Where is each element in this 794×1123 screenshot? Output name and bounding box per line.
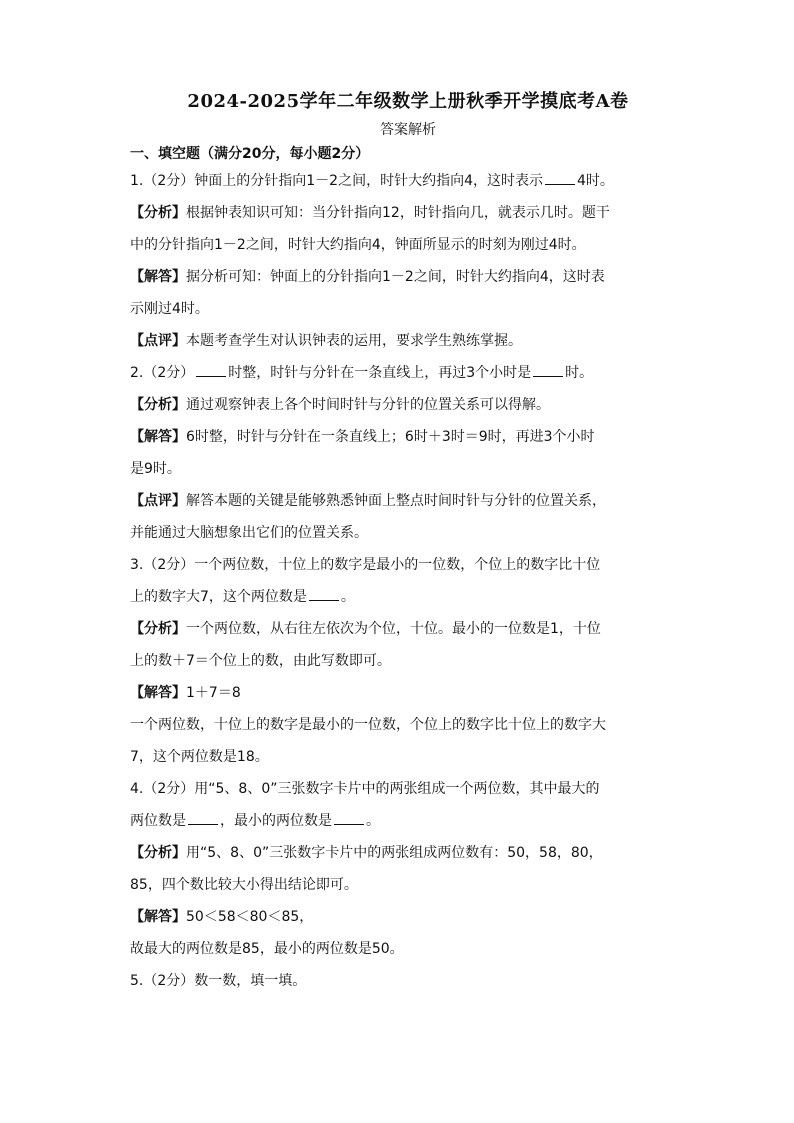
q1-stem — [130, 170, 686, 192]
analysis-tag: 【分析】 — [130, 205, 186, 221]
q4-stem-cont — [130, 810, 686, 832]
q2-comment-text-1: 解答本题的关键是能够熟悉钟面上整点时间时针与分针的位置关系， — [186, 493, 606, 509]
q3-stem: 3.（2分）一个两位数，十位上的数字是最小的一位数，个位上的数字比十位 — [130, 557, 601, 573]
q1-answer-blank — [545, 170, 575, 185]
q3-answer-text-1: 1＋7＝8 — [186, 685, 241, 701]
analysis-tag: 【分析】 — [130, 621, 186, 637]
q1-analysis-cont: 中的分针指向1－2之间，时针大约指向4，钟面所显示的时刻为刚过4时。 — [130, 237, 586, 253]
q2-answer-text-1: 6时整，时针与分针在一条直线上；6时＋3时＝9时，再进3个小时 — [186, 429, 595, 445]
q2-comment — [130, 490, 686, 512]
q2-analysis — [130, 394, 686, 416]
q2-answer-blank-2 — [533, 362, 563, 377]
comment-tag: 【点评】 — [130, 333, 186, 349]
answer-tag: 【解答】 — [130, 429, 186, 445]
q1-stem-text-a: 1.（2分）钟面上的分针指向1－2之间，时针大约指向4，这时表示 — [130, 173, 543, 189]
q3-analysis-cont: 上的数＋7＝个位上的数，由此写数即可。 — [130, 653, 391, 669]
q4-answer — [130, 906, 686, 928]
q4-analysis-cont: 85，四个数比较大小得出结论即可。 — [130, 877, 358, 893]
analysis-tag: 【分析】 — [130, 845, 186, 861]
q4-answer-blank-1 — [188, 810, 218, 825]
q4-stem: 4.（2分）用“5、8、0”三张数字卡片中的两张组成一个两位数，其中最大的 — [130, 781, 600, 797]
q1-answer — [130, 266, 686, 288]
analysis-tag: 【分析】 — [130, 397, 186, 413]
answer-tag: 【解答】 — [130, 269, 186, 285]
q3-stem-cont — [130, 586, 686, 608]
q2-comment-cont: 并能通过大脑想象出它们的位置关系。 — [130, 525, 368, 541]
q4-analysis-text-1: 用“5、8、0”三张数字卡片中的两张组成两位数有：50，58，80， — [186, 845, 603, 861]
answer-tag: 【解答】 — [130, 909, 186, 925]
section-heading: 一、填空题（满分20分，每小题2分） — [130, 146, 370, 162]
q3-analysis — [130, 618, 686, 640]
q4-stem-text-a: 两位数是 — [130, 813, 186, 829]
q4-analysis — [130, 842, 686, 864]
q1-stem-text-b: 4时。 — [577, 173, 614, 189]
q4-answer-line-2: 故最大的两位数是85，最小的两位数是50。 — [130, 941, 404, 957]
q1-comment-text: 本题考查学生对认识钟表的运用，要求学生熟练掌握。 — [186, 333, 522, 349]
page-title: 2024-2025学年二年级数学上册秋季开学摸底考A卷 — [187, 91, 629, 112]
q2-analysis-text: 通过观察钟表上各个时间时针与分针的位置关系可以得解。 — [186, 397, 550, 413]
q3-analysis-text-1: 一个两位数，从右往左依次为个位，十位。最小的一位数是1，十位 — [186, 621, 601, 637]
q1-analysis — [130, 202, 686, 224]
q4-answer-blank-2 — [334, 810, 364, 825]
q3-stem-text-b: 。 — [340, 589, 355, 605]
q3-answer — [130, 682, 686, 704]
q1-answer-text-1: 据分析可知：钟面上的分针指向1－2之间，时针大约指向4，这时表 — [186, 269, 605, 285]
q1-answer-cont: 示刚过4时。 — [130, 301, 209, 317]
q4-answer-text-1: 50＜58＜80＜85， — [186, 909, 314, 925]
q3-stem-text-a: 上的数字大7，这个两位数是 — [130, 589, 307, 605]
q5-stem: 5.（2分）数一数，填一填。 — [130, 973, 307, 989]
q2-stem-text-c: 时。 — [565, 365, 594, 381]
q2-answer-blank-1 — [196, 362, 226, 377]
q2-stem-text-a: 2.（2分） — [130, 365, 195, 381]
q2-answer-cont: 是9时。 — [130, 461, 181, 477]
q3-answer-blank — [309, 586, 339, 601]
answer-tag: 【解答】 — [130, 685, 186, 701]
q2-answer — [130, 426, 686, 448]
q3-answer-line-3: 7，这个两位数是18。 — [130, 749, 269, 765]
q4-stem-text-c: 。 — [366, 813, 380, 829]
q2-stem-text-b: 时整，时针与分针在一条直线上，再过3个小时是 — [228, 365, 532, 381]
q3-answer-line-2: 一个两位数，十位上的数字是最小的一位数，个位上的数字比十位上的数字大 — [130, 717, 606, 733]
q1-comment — [130, 330, 686, 352]
comment-tag: 【点评】 — [130, 493, 186, 509]
q1-analysis-text-1: 根据钟表知识可知：当分针指向12，时针指向几，就表示几时。题干 — [186, 205, 610, 221]
page-subtitle: 答案解析 — [380, 122, 436, 138]
q2-stem — [130, 362, 686, 384]
q4-stem-text-b: ，最小的两位数是 — [220, 813, 332, 829]
